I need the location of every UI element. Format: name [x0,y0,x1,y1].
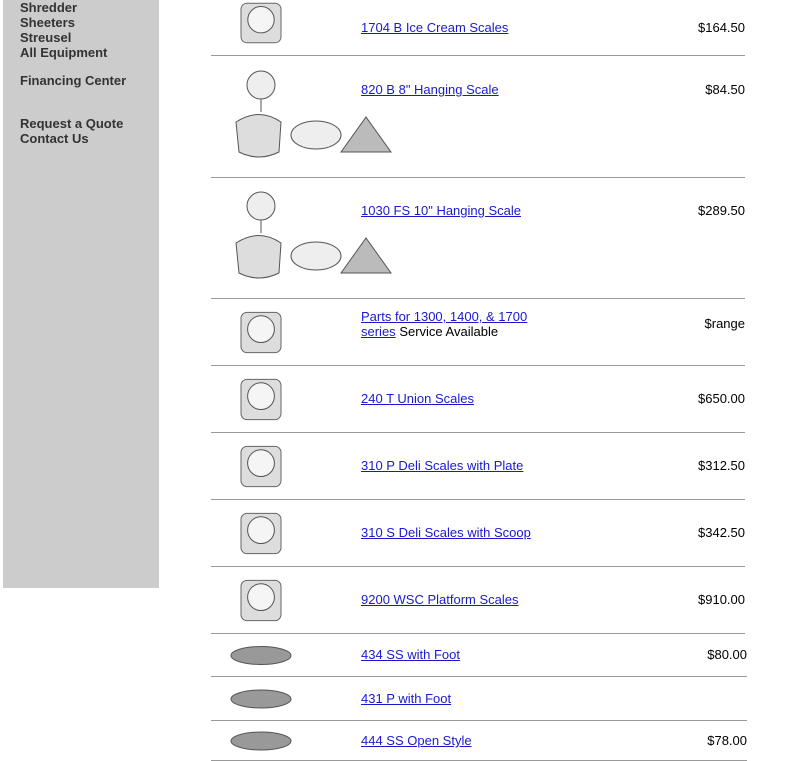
nav-request-quote[interactable]: Request a Quote [20,116,124,131]
product-link[interactable]: Parts for 1300, 1400, & 1700 series [361,309,528,339]
scoop-icon[interactable] [211,634,351,676]
product-link[interactable]: 310 S Deli Scales with Scoop [361,525,531,540]
product-link[interactable]: 820 B 8" Hanging Scale [361,82,499,97]
scale-icon[interactable] [211,366,351,432]
product-link[interactable]: 310 P Deli Scales with Plate [361,458,524,473]
service-note: Service Available [399,324,499,339]
sidebar [3,0,159,588]
product-price: $312.50 [698,458,745,473]
product-name [361,20,541,35]
product-price: $range [704,316,745,331]
scale-icon[interactable] [211,500,351,566]
product-price: $342.50 [698,525,745,540]
scale-icon[interactable] [211,0,351,55]
nav-contact-us[interactable]: Contact Us [20,131,89,146]
product-row [211,721,747,761]
product-price: $84.50 [705,82,745,97]
nav-shredder[interactable]: Shredder [20,0,78,15]
product-name [361,592,541,607]
product-price: $164.50 [698,20,745,35]
product-name [361,691,541,706]
nav-streusel[interactable]: Streusel [20,30,72,45]
product-price: $289.50 [698,203,745,218]
product-row [211,433,745,500]
product-row [211,500,745,567]
product-row [211,677,747,721]
product-name [361,647,541,662]
product-link[interactable]: 1030 FS 10" Hanging Scale [361,203,521,218]
product-price: $650.00 [698,391,745,406]
nav-all-equipment[interactable]: All Equipment [20,45,108,60]
product-row [211,178,745,299]
product-link[interactable]: 9200 WSC Platform Scales [361,592,519,607]
hanging-scale-icon[interactable] [211,178,351,298]
product-price: $78.00 [707,733,747,748]
product-row [211,634,747,677]
product-name [361,458,541,473]
platform-scale-icon[interactable] [211,567,351,633]
nav-sheeters[interactable]: Sheeters [20,15,75,30]
product-name [361,733,541,748]
product-link[interactable]: 1704 B Ice Cream Scales [361,20,509,35]
product-row [211,57,745,178]
product-name [361,82,541,97]
product-link[interactable]: 240 T Union Scales [361,391,474,406]
product-name [361,309,541,339]
scoop-icon[interactable] [211,721,351,760]
product-link[interactable]: 431 P with Foot [361,691,452,706]
product-price: $80.00 [707,647,747,662]
product-row [211,299,745,366]
product-link[interactable]: 434 SS with Foot [361,647,460,662]
product-row [211,567,745,634]
product-price: $910.00 [698,592,745,607]
scale-icon[interactable] [211,433,351,499]
product-row [211,0,745,56]
product-row [211,366,745,433]
product-name [361,203,541,218]
product-name [361,525,541,540]
nav-financing-center[interactable]: Financing Center [20,73,127,88]
hanging-scale-icon[interactable] [211,57,351,177]
product-link[interactable]: 444 SS Open Style [361,733,472,748]
parts-icon[interactable] [211,299,351,365]
product-name [361,391,541,406]
scoop-icon[interactable] [211,677,351,720]
